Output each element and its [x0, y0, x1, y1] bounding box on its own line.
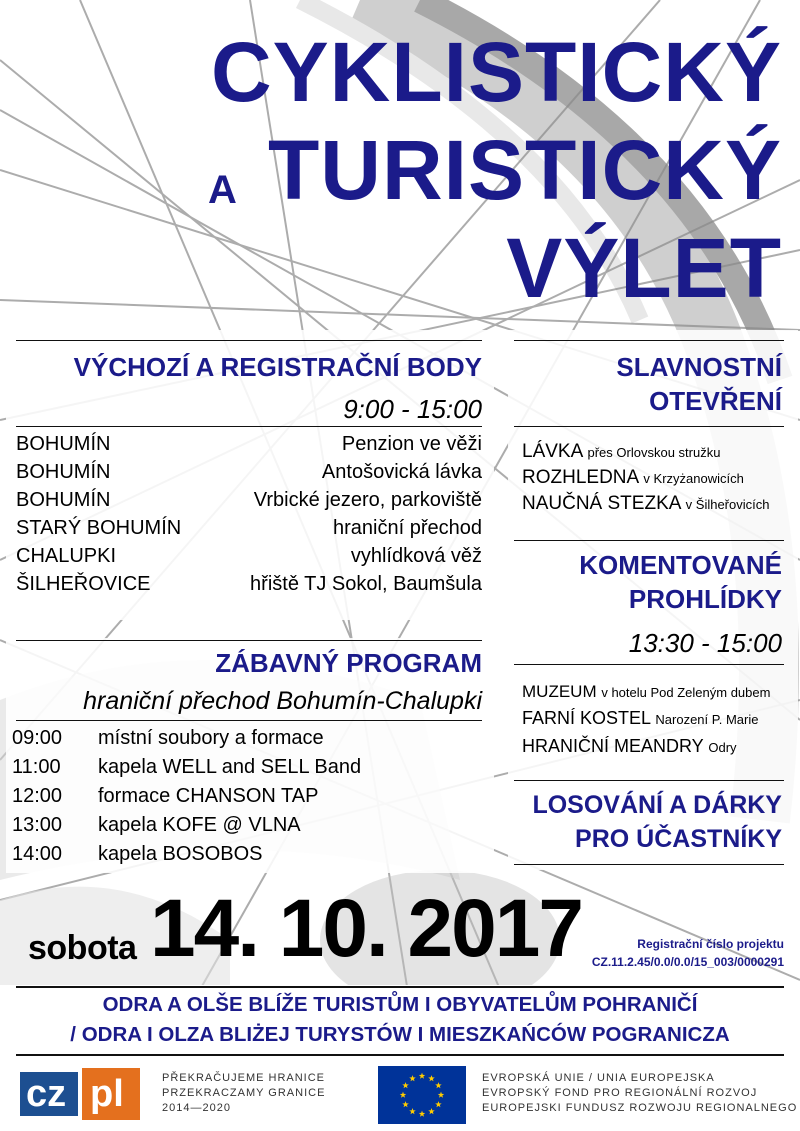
divider-program-mid [16, 720, 482, 721]
program-item [12, 842, 472, 866]
eu-line-2: EVROPSKÝ FOND PRO REGIONÁLNÍ ROZVOJ [482, 1087, 758, 1099]
raffle-line-1: LOSOVÁNÍ A DÁRKY [532, 791, 782, 819]
opening-item-detail: v Krzyżanowicích [643, 471, 744, 486]
tours-time: 13:30 - 15:00 [628, 628, 782, 658]
title-line-2: TURISTICKÝ [268, 123, 782, 217]
eu-text [482, 1071, 797, 1116]
registration-location: hřiště TJ Sokol, Baumšula [250, 573, 482, 595]
title-line-1: CYKLISTICKÝ [210, 25, 782, 119]
opening-heading-1: SLAVNOSTNÍ [616, 352, 782, 382]
tour-item [522, 680, 770, 705]
opening-item [522, 440, 720, 465]
divider-opening-mid [514, 426, 784, 427]
date-weekday: sobota [28, 929, 137, 967]
registration-place: BOHUMÍN [16, 461, 111, 483]
opening-heading-2: OTEVŘENÍ [649, 386, 782, 416]
program-desc: místní soubory a formace [98, 727, 324, 749]
opening-item-name: LÁVKA [522, 441, 583, 462]
registration-row [16, 516, 482, 540]
divider-tours-mid [514, 664, 784, 665]
eu-line-3: EUROPEJSKI FUNDUSZ ROZWOJU REGIONALNEGO [482, 1102, 798, 1114]
program-item [12, 755, 472, 779]
divider-raffle-top [514, 780, 784, 781]
tour-item-detail: Odry [708, 740, 737, 755]
program-time: 11:00 [12, 756, 61, 778]
date-value: 14. 10. 2017 [150, 883, 582, 974]
registration-place: ŠILHEŘOVICE [16, 573, 151, 595]
registration-location: Vrbické jezero, parkoviště [253, 489, 482, 511]
program-item [12, 726, 472, 750]
program-desc: kapela WELL and SELL Band [98, 756, 362, 778]
tour-item-name: FARNÍ KOSTEL [522, 708, 651, 728]
opening-item [522, 466, 744, 491]
registration-heading: VÝCHOZÍ A REGISTRAČNÍ BODY [73, 352, 482, 382]
registration-location: Antošovická lávka [321, 461, 482, 483]
raffle-line-2: PRO ÚČASTNÍKY [575, 825, 782, 853]
program-desc: kapela KOFE @ VLNA [98, 814, 301, 836]
program-time: 09:00 [12, 727, 63, 749]
divider-registration-mid [16, 426, 482, 427]
registration-row [16, 488, 482, 512]
program-item [12, 813, 472, 837]
opening-item-detail: přes Orlovskou stružku [587, 445, 721, 460]
title-conjunction: A [208, 168, 237, 212]
divider-program-top [16, 640, 482, 641]
interreg-line-1: PŘEKRAČUJEME HRANICE [162, 1072, 326, 1084]
tour-item-name: HRANIČNÍ MEANDRY [522, 736, 704, 756]
interreg-line-3: 2014—2020 [162, 1102, 231, 1114]
tours-heading-1: KOMENTOVANÉ [579, 550, 782, 580]
program-time: 12:00 [12, 785, 63, 807]
title-line-3: VÝLET [506, 221, 782, 315]
program-desc: formace CHANSON TAP [98, 785, 319, 807]
banner-line-2: / ODRA I OLZA BLIŻEJ TURYSTÓW I MIESZKAŃCÓW POGRANICZA [70, 1023, 730, 1046]
tour-item [522, 734, 737, 760]
registration-row [16, 544, 482, 568]
registration-place: CHALUPKI [16, 545, 117, 567]
banner-line-1: ODRA A OLŠE BLÍŽE TURISTŮM I OBYVATELŮM POHRANIČÍ [102, 993, 698, 1016]
interreg-logo-cz: cz [26, 1073, 67, 1115]
tour-item-detail: Narození P. Marie [655, 712, 759, 727]
program-item [12, 784, 472, 808]
interreg-line-2: PRZEKRACZAMY GRANICE [162, 1087, 326, 1099]
tour-item [522, 706, 758, 732]
tour-item-name: MUZEUM [522, 682, 597, 701]
divider-banner-bottom [16, 1054, 784, 1056]
program-desc: kapela BOSOBOS [98, 843, 263, 865]
interreg-logo [20, 1068, 142, 1120]
eu-flag-icon [378, 1066, 466, 1124]
registration-place: BOHUMÍN [16, 489, 111, 511]
divider-banner-top [16, 986, 784, 988]
registration-time: 9:00 - 15:00 [343, 394, 482, 424]
eu-line-1: EVROPSKÁ UNIE / UNIA EUROPEJSKA [482, 1072, 715, 1084]
divider-tours-top [514, 540, 784, 541]
registration-place: STARÝ BOHUMÍN [16, 517, 182, 539]
registration-place: BOHUMÍN [16, 433, 111, 455]
registration-location: vyhlídková věž [350, 545, 482, 567]
program-time: 13:00 [12, 814, 63, 836]
interreg-logo-pl: pl [90, 1073, 124, 1115]
opening-item-name: NAUČNÁ STEZKA [522, 493, 681, 514]
divider-raffle-bottom [514, 864, 784, 865]
interreg-text [162, 1071, 325, 1116]
tours-heading-2: PROHLÍDKY [628, 584, 782, 614]
program-time: 14:00 [12, 843, 63, 865]
divider-registration-top [16, 340, 482, 341]
opening-item [522, 492, 769, 517]
project-label: Registrační číslo projektu [637, 937, 784, 951]
project-number: CZ.11.2.45/0.0/0.0/15_003/0000291 [591, 955, 784, 969]
tour-item-detail: v hotelu Pod Zeleným dubem [601, 685, 771, 700]
registration-location: hraniční přechod [333, 517, 482, 539]
divider-opening-top [514, 340, 784, 341]
registration-location: Penzion ve věži [341, 433, 482, 455]
registration-row [16, 572, 482, 596]
registration-row [16, 432, 482, 456]
program-subheading: hraniční přechod Bohumín-Chalupki [83, 687, 482, 715]
registration-row [16, 460, 482, 484]
opening-item-name: ROZHLEDNA [522, 467, 639, 488]
program-heading: ZÁBAVNÝ PROGRAM [215, 648, 482, 678]
opening-item-detail: v Šilheřovicích [685, 497, 770, 512]
